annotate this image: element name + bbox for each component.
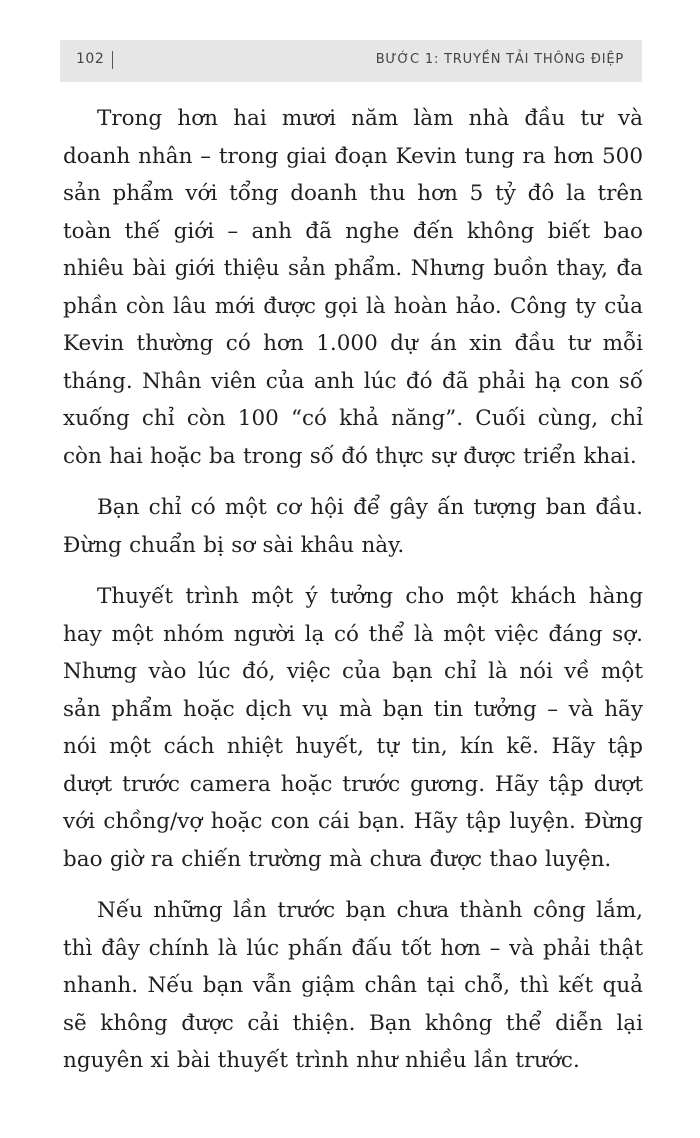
page-number: 102: [76, 51, 105, 67]
body-paragraph-2: Bạn chỉ có một cơ hội để gây ấn tượng ban đầu. Đừng chuẩn bị sơ sài khâu này.: [63, 495, 643, 558]
body-paragraph-4: Nếu những lần trước bạn chưa thành công lắm, thì đây chính là lúc phấn đấu tốt hơn – và phải thật nhanh. Nếu bạn vẫn giậm chân tại chỗ, thì kết quả sẽ không được cải thiện. Bạn không thể diễn lại nguyên xi bài thuyết trình như nhiều lần trước.: [63, 898, 643, 1073]
chapter-title: BƯỚC 1: TRUYỀN TẢI THÔNG ĐIỆP: [375, 52, 624, 67]
body-paragraph-1: Trong hơn hai mươi năm làm nhà đầu tư và doanh nhân – trong giai đoạn Kevin tung ra hơn 500 sản phẩm với tổng doanh thu hơn 5 tỷ đô la trên toàn thế giới – anh đã nghe đến không biết bao nhiêu bài giới thiệu sản phẩm. Nhưng buồn thay, đa phần còn lâu mới được gọi là hoàn hảo. Công ty của Kevin thường có hơn 1.000 dự án xin đầu tư mỗi tháng. Nhân viên của anh lúc đó đã phải hạ con số xuống chỉ còn 100 “có khả năng”. Cuối cùng, chỉ còn hai hoặc ba trong số đó thực sự được triển khai.: [63, 106, 643, 469]
header-divider: [112, 51, 113, 69]
page-body: [63, 100, 643, 1094]
body-paragraph-3: Thuyết trình một ý tưởng cho một khách hàng hay một nhóm người lạ có thể là một việc đáng sợ. Nhưng vào lúc đó, việc của bạn chỉ là nói về một sản phẩm hoặc dịch vụ mà bạn tin tưởng – và hãy nói một cách nhiệt huyết, tự tin, kín kẽ. Hãy tập dượt trước camera hoặc trước gương. Hãy tập dượt với chồng/vợ hoặc con cái bạn. Hãy tập luyện. Đừng bao giờ ra chiến trường mà chưa được thao luyện.: [63, 584, 643, 872]
running-header: [60, 40, 642, 82]
